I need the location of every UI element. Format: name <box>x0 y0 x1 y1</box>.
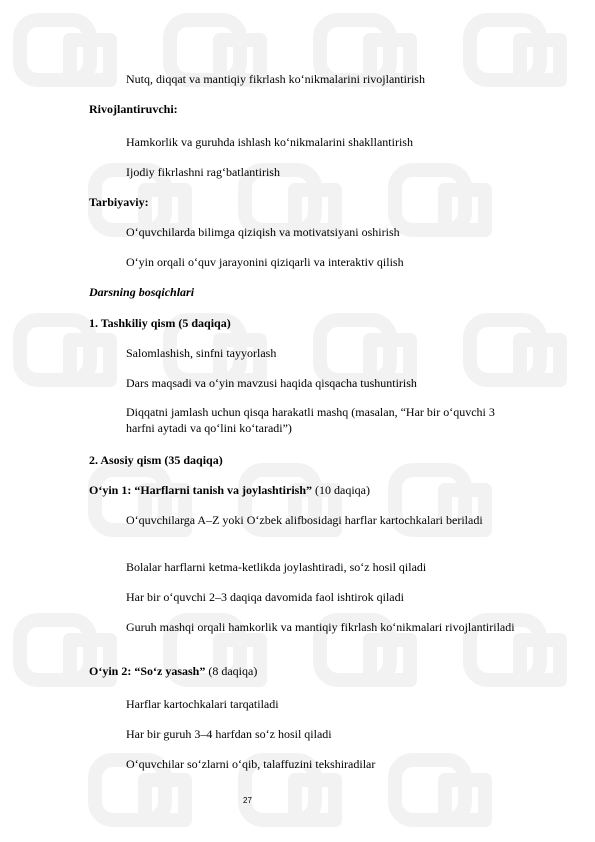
goal-item-teamwork: Hamkorlik va guruhda ishlash ko‘nikmalarini shakllantirish <box>126 135 413 149</box>
game1-item: Har bir o‘quvchi 2–3 daqiqa davomida faol ishtirok qiladi <box>126 590 404 604</box>
game1-item: Bolalar harflarni ketma-ketlikda joylashtiradi, so‘z hosil qiladi <box>126 560 427 574</box>
game1-title: O‘yin 1: “Harflarni tanish va joylashtirish” <box>89 483 313 497</box>
stage-heading-main: 2. Asosiy qism (35 daqiqa) <box>89 453 223 467</box>
section-heading-educational: Tarbiyaviy: <box>89 195 149 209</box>
game2-heading <box>89 663 257 679</box>
stage-item-explanation: Dars maqsadi va o‘yin mavzusi haqida qisqacha tushuntirish <box>126 376 417 390</box>
game2-item: Har bir guruh 3–4 harfdan so‘z hosil qiladi <box>126 727 332 741</box>
section-heading-stages: Darsning bosqichlari <box>89 285 195 299</box>
game1-duration: (10 daqiqa) <box>312 483 370 497</box>
stage-heading-organizational: 1. Tashkiliy qism (5 daqiqa) <box>89 316 231 330</box>
game2-item: O‘quvchilar so‘zlarni o‘qib, talaffuzini tekshiradilar <box>126 757 376 771</box>
page-number: 27 <box>243 796 252 805</box>
game2-item: Harflar kartochkalari tarqatiladi <box>126 697 279 711</box>
game1-item: O‘quvchilarga A–Z yoki O‘zbek alifbosidagi harflar kartochkalari beriladi <box>126 513 483 527</box>
section-heading-developmental: Rivojlantiruvchi: <box>89 102 178 116</box>
goal-item-interactive: O‘yin orqali o‘quv jarayonini qiziqarli va interaktiv qilish <box>126 255 404 269</box>
goal-item-speech: Nutq, diqqat va mantiqiy fikrlash ko‘nikmalarini rivojlantirish <box>126 72 425 86</box>
game2-duration: (8 daqiqa) <box>205 664 258 678</box>
game1-heading <box>89 482 370 498</box>
game2-title: O‘yin 2: “So‘z yasash” <box>89 664 206 678</box>
goal-item-creative: Ijodiy fikrlashni rag‘batlantirish <box>126 165 280 179</box>
game1-item: Guruh mashqi orqali hamkorlik va mantiqiy fikrlash ko‘nikmalari rivojlantiriladi <box>126 620 515 634</box>
stage-item-greeting: Salomlashish, sinfni tayyorlash <box>126 346 277 360</box>
goal-item-motivation: O‘quvchilarda bilimga qiziqish va motivatsiyani oshirish <box>126 225 400 239</box>
stage-item-exercise: Diqqatni jamlash uchun qisqa harakatli mashq (masalan, “Har bir o‘quvchi 3 harfni aytadi va qo‘lini ko‘taradi”) <box>126 405 495 435</box>
